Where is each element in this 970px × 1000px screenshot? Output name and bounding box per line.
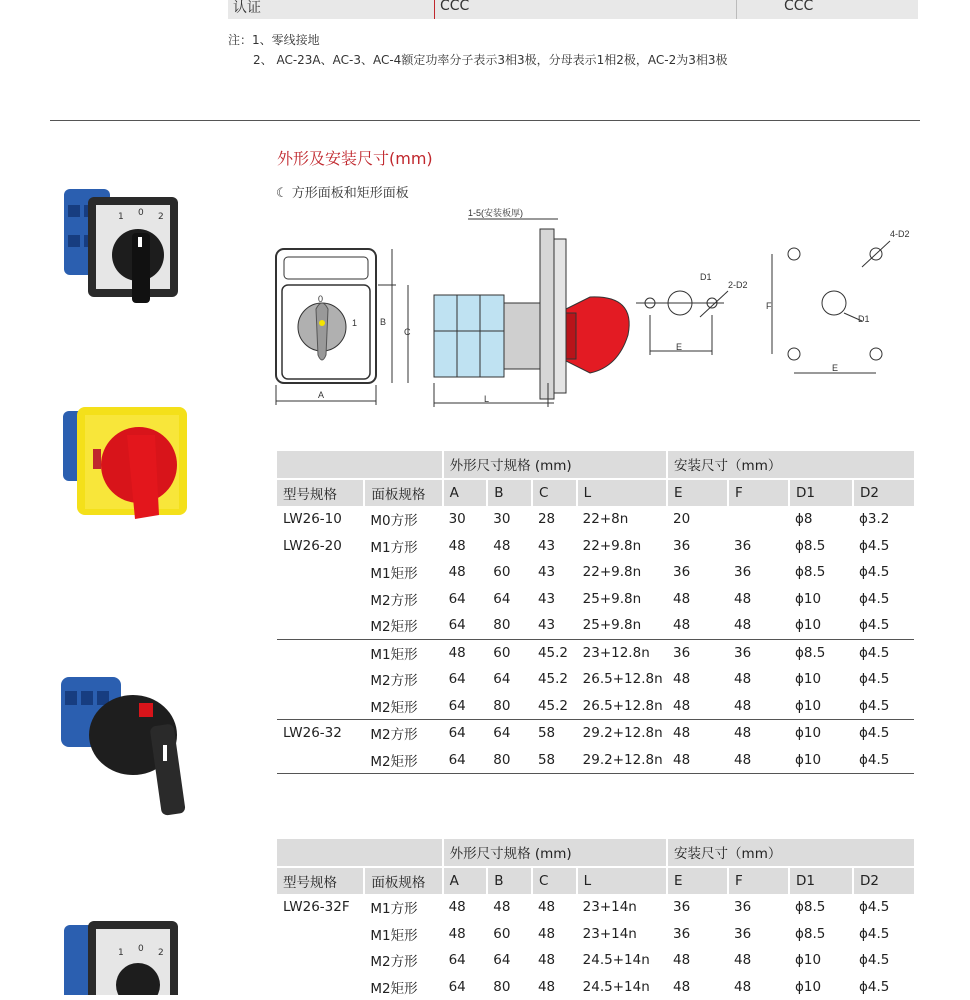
table-cell: 48 (728, 720, 789, 747)
svg-text:2: 2 (158, 948, 164, 958)
table-cell: ϕ10 (789, 747, 853, 774)
table-cell: 48 (532, 894, 577, 921)
table-1-group-header (277, 451, 914, 479)
table-cell: 36 (728, 921, 789, 948)
switch-body-icon (64, 189, 178, 303)
table-cell: ϕ4.5 (853, 921, 914, 948)
dim-label-B: B (380, 317, 386, 327)
table-cell: ϕ4.5 (853, 974, 914, 1000)
dial-1: 1 (352, 318, 357, 328)
table-cell: ϕ4.5 (853, 639, 914, 666)
header-blank (277, 839, 443, 867)
table-cell: 48 (728, 693, 789, 720)
table-cell: 48 (667, 747, 728, 774)
cert-row (428, 0, 918, 19)
column-header: F (728, 479, 789, 507)
table-cell: M1矩形 (364, 639, 442, 666)
table-cell: 36 (667, 921, 728, 948)
table-cell: 23+14n (577, 921, 667, 948)
column-header: E (667, 867, 728, 895)
table-cell: 43 (532, 586, 577, 613)
side-view (434, 219, 629, 407)
table-cell: 64 (487, 586, 532, 613)
svg-text:0: 0 (138, 208, 144, 218)
table-cell: 48 (728, 666, 789, 693)
table-cell: 48 (728, 747, 789, 774)
header-install: 安装尺寸（mm） (667, 839, 914, 867)
table-cell: 64 (443, 693, 488, 720)
table-cell: 60 (487, 639, 532, 666)
table-cell: 36 (667, 533, 728, 560)
table-cell (277, 947, 364, 974)
table-cell: 43 (532, 559, 577, 586)
table-cell: 36 (667, 559, 728, 586)
table-row (277, 506, 914, 533)
table-cell: ϕ8.5 (789, 894, 853, 921)
emergency-switch-icon (63, 407, 187, 519)
column-header: 型号规格 (277, 867, 364, 895)
section-divider (50, 120, 920, 121)
table-cell: 45.2 (532, 666, 577, 693)
spec-table-1 (277, 451, 914, 774)
table-cell: ϕ4.5 (853, 693, 914, 720)
table-cell: 60 (487, 921, 532, 948)
table-cell: M1矩形 (364, 559, 442, 586)
table-cell: 48 (443, 533, 488, 560)
table-cell: ϕ8.5 (789, 559, 853, 586)
table-cell: M0方形 (364, 506, 442, 533)
table-cell: ϕ4.5 (853, 559, 914, 586)
table-cell: LW26-20 (277, 533, 364, 560)
dimension-drawing (272, 205, 922, 415)
table-row (277, 947, 914, 974)
table-cell: 64 (443, 947, 488, 974)
svg-text:1: 1 (118, 948, 124, 958)
column-header: 型号规格 (277, 479, 364, 507)
table-cell: 29.2+12.8n (577, 720, 667, 747)
table-cell: 29.2+12.8n (577, 747, 667, 774)
table-cell: 48 (667, 720, 728, 747)
header-blank (277, 451, 443, 479)
table-cell: 48 (487, 533, 532, 560)
table-row (277, 586, 914, 613)
cert-divider-2 (736, 0, 737, 19)
table-row (277, 666, 914, 693)
table-cell: 48 (532, 974, 577, 1000)
table-cell: 48 (443, 921, 488, 948)
table-cell (277, 639, 364, 666)
table-cell: M2方形 (364, 720, 442, 747)
table-cell: 58 (532, 720, 577, 747)
table-cell: 48 (443, 894, 488, 921)
table-cell: 48 (487, 894, 532, 921)
cert-value-b: CCC (784, 0, 813, 14)
table-cell: M2方形 (364, 947, 442, 974)
table-cell: M2矩形 (364, 612, 442, 639)
table-cell: 80 (487, 612, 532, 639)
table-1-column-header (277, 479, 914, 507)
table-cell: LW26-10 (277, 506, 364, 533)
table-cell: ϕ10 (789, 693, 853, 720)
table-cell: 36 (667, 639, 728, 666)
table-cell: ϕ10 (789, 666, 853, 693)
table-cell: 43 (532, 612, 577, 639)
table-cell: 48 (443, 639, 488, 666)
section-subtitle: ☾ 方形面板和矩形面板 (276, 182, 409, 201)
table-row (277, 720, 914, 747)
table-cell (277, 974, 364, 1000)
column-header: D1 (789, 479, 853, 507)
switch-body-icon-2 (64, 921, 178, 995)
table-cell: 25+9.8n (577, 612, 667, 639)
column-header: 面板规格 (364, 867, 442, 895)
table-cell: 80 (487, 747, 532, 774)
table-cell: 48 (667, 666, 728, 693)
column-header: B (487, 479, 532, 507)
table-cell: ϕ10 (789, 612, 853, 639)
table-cell: M2方形 (364, 586, 442, 613)
column-header: D2 (853, 479, 914, 507)
dim-label-F: F (766, 301, 772, 311)
note-line-1: 注：1、零线接地 (228, 31, 320, 48)
cert-value-a: CCC (440, 0, 469, 14)
svg-text:2: 2 (158, 212, 164, 222)
table-cell: 58 (532, 747, 577, 774)
dim-label-D2b: 4-D2 (890, 229, 910, 239)
column-header: A (443, 479, 488, 507)
cert-label: 认证 (233, 0, 261, 17)
dim-label-D1: D1 (700, 272, 712, 282)
table-cell: M1方形 (364, 533, 442, 560)
svg-text:0: 0 (138, 944, 144, 954)
column-header: D2 (853, 867, 914, 895)
table-cell: ϕ3.2 (853, 506, 914, 533)
table-cell: 45.2 (532, 639, 577, 666)
column-header: F (728, 867, 789, 895)
table-cell: ϕ8 (789, 506, 853, 533)
table-cell (277, 747, 364, 774)
column-header: E (667, 479, 728, 507)
table-cell: ϕ8.5 (789, 921, 853, 948)
table-cell: 36 (667, 894, 728, 921)
table-cell: 36 (728, 533, 789, 560)
table-cell (277, 693, 364, 720)
table-row (277, 533, 914, 560)
table-cell: 30 (443, 506, 488, 533)
table-cell: 64 (443, 747, 488, 774)
table-cell (277, 559, 364, 586)
table-row (277, 894, 914, 921)
table-cell: 23+14n (577, 894, 667, 921)
table-cell: ϕ10 (789, 586, 853, 613)
table-cell: 64 (487, 720, 532, 747)
dial-0: 0 (318, 294, 323, 304)
table-cell: 48 (667, 693, 728, 720)
column-header: L (577, 867, 667, 895)
table-cell: ϕ4.5 (853, 947, 914, 974)
table-cell: M1矩形 (364, 921, 442, 948)
table-cell: 48 (667, 586, 728, 613)
table-cell: 48 (728, 612, 789, 639)
table-2-column-header (277, 867, 914, 895)
table-cell: 60 (487, 559, 532, 586)
column-header: C (532, 479, 577, 507)
table-cell (728, 506, 789, 533)
svg-text:1: 1 (118, 212, 124, 222)
table-cell: 64 (487, 947, 532, 974)
table-cell: 20 (667, 506, 728, 533)
table-cell: 80 (487, 693, 532, 720)
table-cell: M2矩形 (364, 747, 442, 774)
table-cell: 48 (532, 947, 577, 974)
table-cell: M1方形 (364, 894, 442, 921)
table-cell: 24.5+14n (577, 974, 667, 1000)
dim-label-E2: E (832, 363, 838, 373)
spec-table-2 (277, 839, 914, 1000)
table-cell: 64 (443, 974, 488, 1000)
dim-label-A: A (318, 390, 324, 400)
table-cell (277, 666, 364, 693)
padlock-switch-icon (61, 677, 186, 816)
table-cell: 64 (443, 586, 488, 613)
table-row (277, 921, 914, 948)
product-image-blue-black (60, 175, 190, 315)
product-image-padlock (55, 665, 195, 825)
table-cell: 48 (667, 612, 728, 639)
table-cell: ϕ4.5 (853, 666, 914, 693)
table-cell: 48 (728, 974, 789, 1000)
table-cell: 30 (487, 506, 532, 533)
table-row (277, 693, 914, 720)
table-cell: 64 (443, 612, 488, 639)
table-cell: M2矩形 (364, 693, 442, 720)
table-cell: ϕ4.5 (853, 747, 914, 774)
table-cell: ϕ8.5 (789, 533, 853, 560)
table-cell: ϕ10 (789, 974, 853, 1000)
column-header: D1 (789, 867, 853, 895)
table-cell (277, 586, 364, 613)
table-cell: 48 (728, 947, 789, 974)
table-cell: 22+9.8n (577, 559, 667, 586)
dim-label-D2: 2-D2 (728, 280, 748, 290)
hole-view-2 (772, 241, 890, 373)
note-line-2: 2、 AC-23A、AC-3、AC-4额定功率分子表示3相3极，分母表示1相2极，AC-2为3相3极 (253, 51, 727, 68)
table-cell: LW26-32F (277, 894, 364, 921)
product-image-yellow-red (55, 395, 195, 535)
table-cell: 48 (667, 947, 728, 974)
section-title: 外形及安装尺寸(mm) (277, 146, 433, 169)
table-cell: ϕ4.5 (853, 894, 914, 921)
table-cell: 26.5+12.8n (577, 693, 667, 720)
table-cell: 43 (532, 533, 577, 560)
table-cell: ϕ4.5 (853, 586, 914, 613)
table-cell: 23+12.8n (577, 639, 667, 666)
table-cell: ϕ4.5 (853, 720, 914, 747)
header-install: 安装尺寸（mm） (667, 451, 914, 479)
table-cell: M2矩形 (364, 974, 442, 1000)
table-cell: 48 (728, 586, 789, 613)
header-dims: 外形尺寸规格 (mm) (443, 839, 667, 867)
table-cell: M2方形 (364, 666, 442, 693)
column-header: A (443, 867, 488, 895)
table-row (277, 559, 914, 586)
table-row (277, 612, 914, 639)
front-view (276, 249, 408, 405)
cert-divider (434, 0, 435, 19)
dim-label-C: C (404, 327, 411, 337)
table-cell: 25+9.8n (577, 586, 667, 613)
product-image-blue-black-small (60, 915, 190, 995)
thickness-label: 1-5(安装板厚) (468, 207, 523, 218)
table-cell: LW26-32 (277, 720, 364, 747)
table-cell: 36 (728, 559, 789, 586)
column-header: L (577, 479, 667, 507)
table-cell: 36 (728, 639, 789, 666)
table-2-group-header (277, 839, 914, 867)
table-cell: 26.5+12.8n (577, 666, 667, 693)
table-cell: 28 (532, 506, 577, 533)
table-cell (277, 921, 364, 948)
table-cell: 80 (487, 974, 532, 1000)
table-cell: 64 (443, 666, 488, 693)
table-cell: ϕ8.5 (789, 639, 853, 666)
table-cell: 64 (443, 720, 488, 747)
table-cell: ϕ10 (789, 947, 853, 974)
table-cell: 22+9.8n (577, 533, 667, 560)
table-cell: ϕ4.5 (853, 533, 914, 560)
table-cell: 48 (532, 921, 577, 948)
table-cell: 48 (443, 559, 488, 586)
table-cell: 36 (728, 894, 789, 921)
column-header: C (532, 867, 577, 895)
table-cell: 64 (487, 666, 532, 693)
table-cell: 45.2 (532, 693, 577, 720)
table-cell: ϕ10 (789, 720, 853, 747)
table-row (277, 747, 914, 774)
dim-label-L: L (484, 394, 489, 404)
table-cell: ϕ4.5 (853, 612, 914, 639)
column-header: 面板规格 (364, 479, 442, 507)
column-header: B (487, 867, 532, 895)
dim-label-D1b: D1 (858, 314, 870, 324)
header-dims: 外形尺寸规格 (mm) (443, 451, 667, 479)
dim-label-E: E (676, 342, 682, 352)
table-cell: 24.5+14n (577, 947, 667, 974)
table-cell: 22+8n (577, 506, 667, 533)
table-row (277, 974, 914, 1000)
table-row (277, 639, 914, 666)
table-cell (277, 612, 364, 639)
table-cell: 48 (667, 974, 728, 1000)
